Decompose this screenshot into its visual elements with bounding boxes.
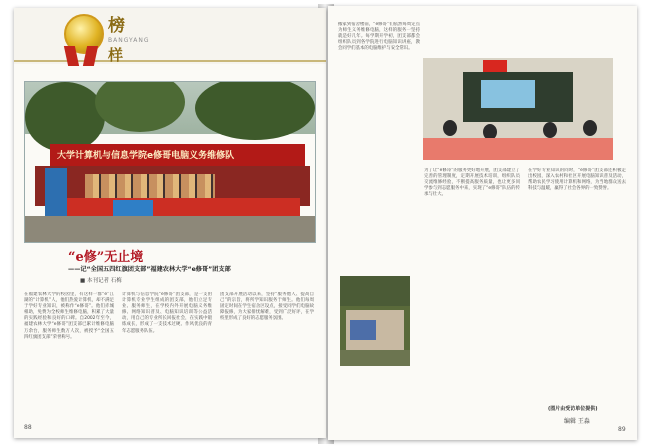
section-header (14, 8, 326, 64)
article-column: 团支部开展活动以来，坚持“服务他人、提高自己”的宗旨，将所学知识服务于师生。他们每周固定时间在学生宿舍区设点，接受同学们电脑故障报修，为大家排忧解难，受到广泛好评，在学校里形成了良好的志愿服务氛围。 (220, 292, 314, 322)
page-number: 88 (24, 424, 32, 431)
photo-banner-text: 大学计算机与信息学院e修哥电脑义务维修队 (57, 151, 235, 161)
photo-screen (481, 80, 535, 108)
photo-laptop (350, 320, 376, 340)
header-divider (14, 60, 326, 62)
main-photo (24, 81, 316, 243)
photo-student (583, 120, 597, 136)
article-column: 为了让“e修哥”的服务更好地开展，团支部建立了完善的管理制度，定期开展技术培训，组织队员交流维修经验，不断提高服务质量，也让更多同学参与到志愿服务中来，实现了“e修哥”队伍的传承与壮大。 (424, 168, 520, 198)
article-byline: ■ 本刊记者 石梅 (80, 278, 122, 284)
section-title-en: BANGYANG (108, 37, 150, 44)
article-column: 在福建农林大学的校园里，有这样一群“e”江湖的“计算机”人，他们热爱计算机，却不满足于学好专业知识，被称作“e修哥”。他们赤城相助，免费为全校师生维修电脑，积累了大量的实践经验和良好的口碑。自2002年至今，福建农林大学“e修哥”团支部已累计维修电脑万余台，服务师生数万人次，被授予“全国五四红旗团支部”荣誉称号。 (24, 292, 114, 340)
photo-student (543, 122, 557, 138)
photo-credit: (图片由受访单位提供) (548, 406, 598, 412)
outdoor-photo (340, 276, 410, 366)
photo-desks (423, 138, 613, 160)
photo-poster (45, 168, 67, 216)
photo-ground (340, 350, 410, 366)
article-subheadline: ——记“全国五四红旗团支部”福建农林大学“e修哥”团支部 (68, 266, 231, 273)
article-column: 在学好专业知识的同时，“e修哥”团支部还积极走出校园，深入农村和社区开展电脑知识普及活动，帮助农民学习使用计算机和网络，为当地群众送去科技与温暖，赢得了社会各界的一致赞誉。 (528, 168, 626, 192)
photo-ground (25, 216, 315, 242)
section-title-line1: 榜 (108, 16, 125, 36)
section-title-line2: 样 (108, 46, 124, 64)
article-column: 搬家到宿舍楼前，“e修哥”们依然每周定点为师生义务维修电脑，这样的服务一坚持就是好几年。每学期开学初，团支部都会组织队员到各学院进行电脑知识讲座，教会同学们基本的电脑维护与安全常识。 (338, 22, 420, 52)
photo-background (340, 276, 410, 306)
article-column: 计算机与信息学院“e修哥”团支部，是一支由计算机专业学生组成的团支部，他们立足专业、服务师生，在学校内外开展电脑义务维修、网络知识普及、电脑知识培训等公益活动，用自己的专业所长回报社会，在实践中锻炼成长，形成了一支技术过硬、作风优良的青年志愿服务队伍。 (122, 292, 212, 334)
photo-table (45, 198, 300, 216)
page-number: 89 (618, 426, 626, 433)
photo-tree (25, 82, 105, 152)
editor-signature: 编辑 王淼 (564, 418, 590, 425)
photo-student (443, 120, 457, 136)
left-page (14, 8, 326, 438)
classroom-photo (423, 58, 613, 160)
right-page (328, 6, 637, 440)
article-headline: “e修”无止境 (68, 250, 144, 265)
